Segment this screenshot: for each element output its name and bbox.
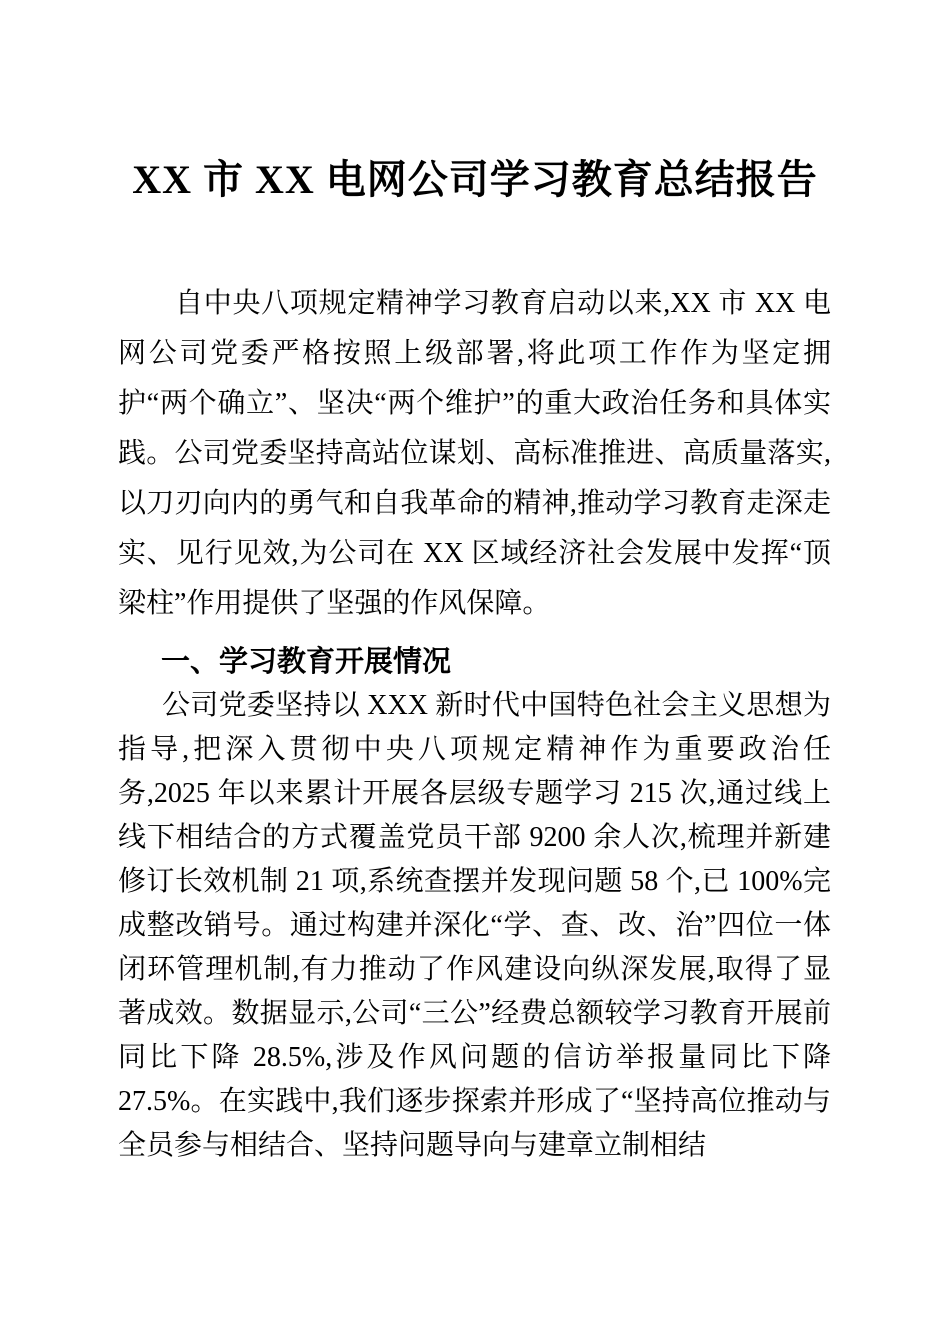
- document-body: [118, 212, 831, 1168]
- section-1-heading: 一、学习教育开展情况: [161, 646, 452, 678]
- section-1-paragraph: 公司党委坚持以 XXX 新时代中国特色社会主义思想为指导,把深入贯彻中央八项规定精神作为重要政治任务,2025 年以来累计开展各层级专题学习 215 次,通过线上线下相结合的方式覆盖党员干部 9200 余人次,梳理并新建修订长效机制 21 项,系统查摆并发现问题 58 个,已 100%完成整改销号。通过构建并深化“学、查、改、治”四位一体闭环管理机制,有力推动了作风建设向纵深发展,取得了显著成效。数据显示,公司“三公”经费总额较学习教育开展前同比下降 28.5%,涉及作风问题的信访举报量同比下降 27.5%。在实践中,我们逐步探索并形成了“坚持高位推动与全员参与相结合、坚持问题导向与建章立制相结: [118, 690, 831, 1161]
- document-title: XX 市 XX 电网公司学习教育总结报告: [132, 157, 818, 202]
- intro-paragraph: 自中央八项规定精神学习教育启动以来,XX 市 XX 电网公司党委严格按照上级部署,将此项工作作为坚定拥护“两个确立”、坚决“两个维护”的重大政治任务和具体实践。公司党委坚持高站位谋划、高标准推进、高质量落实,以刀刃向内的勇气和自我革命的精神,推动学习教育走深走实、见行见效,为公司在 XX 区域经济社会发展中发挥“顶梁柱”作用提供了坚强的作风保障。: [118, 288, 831, 619]
